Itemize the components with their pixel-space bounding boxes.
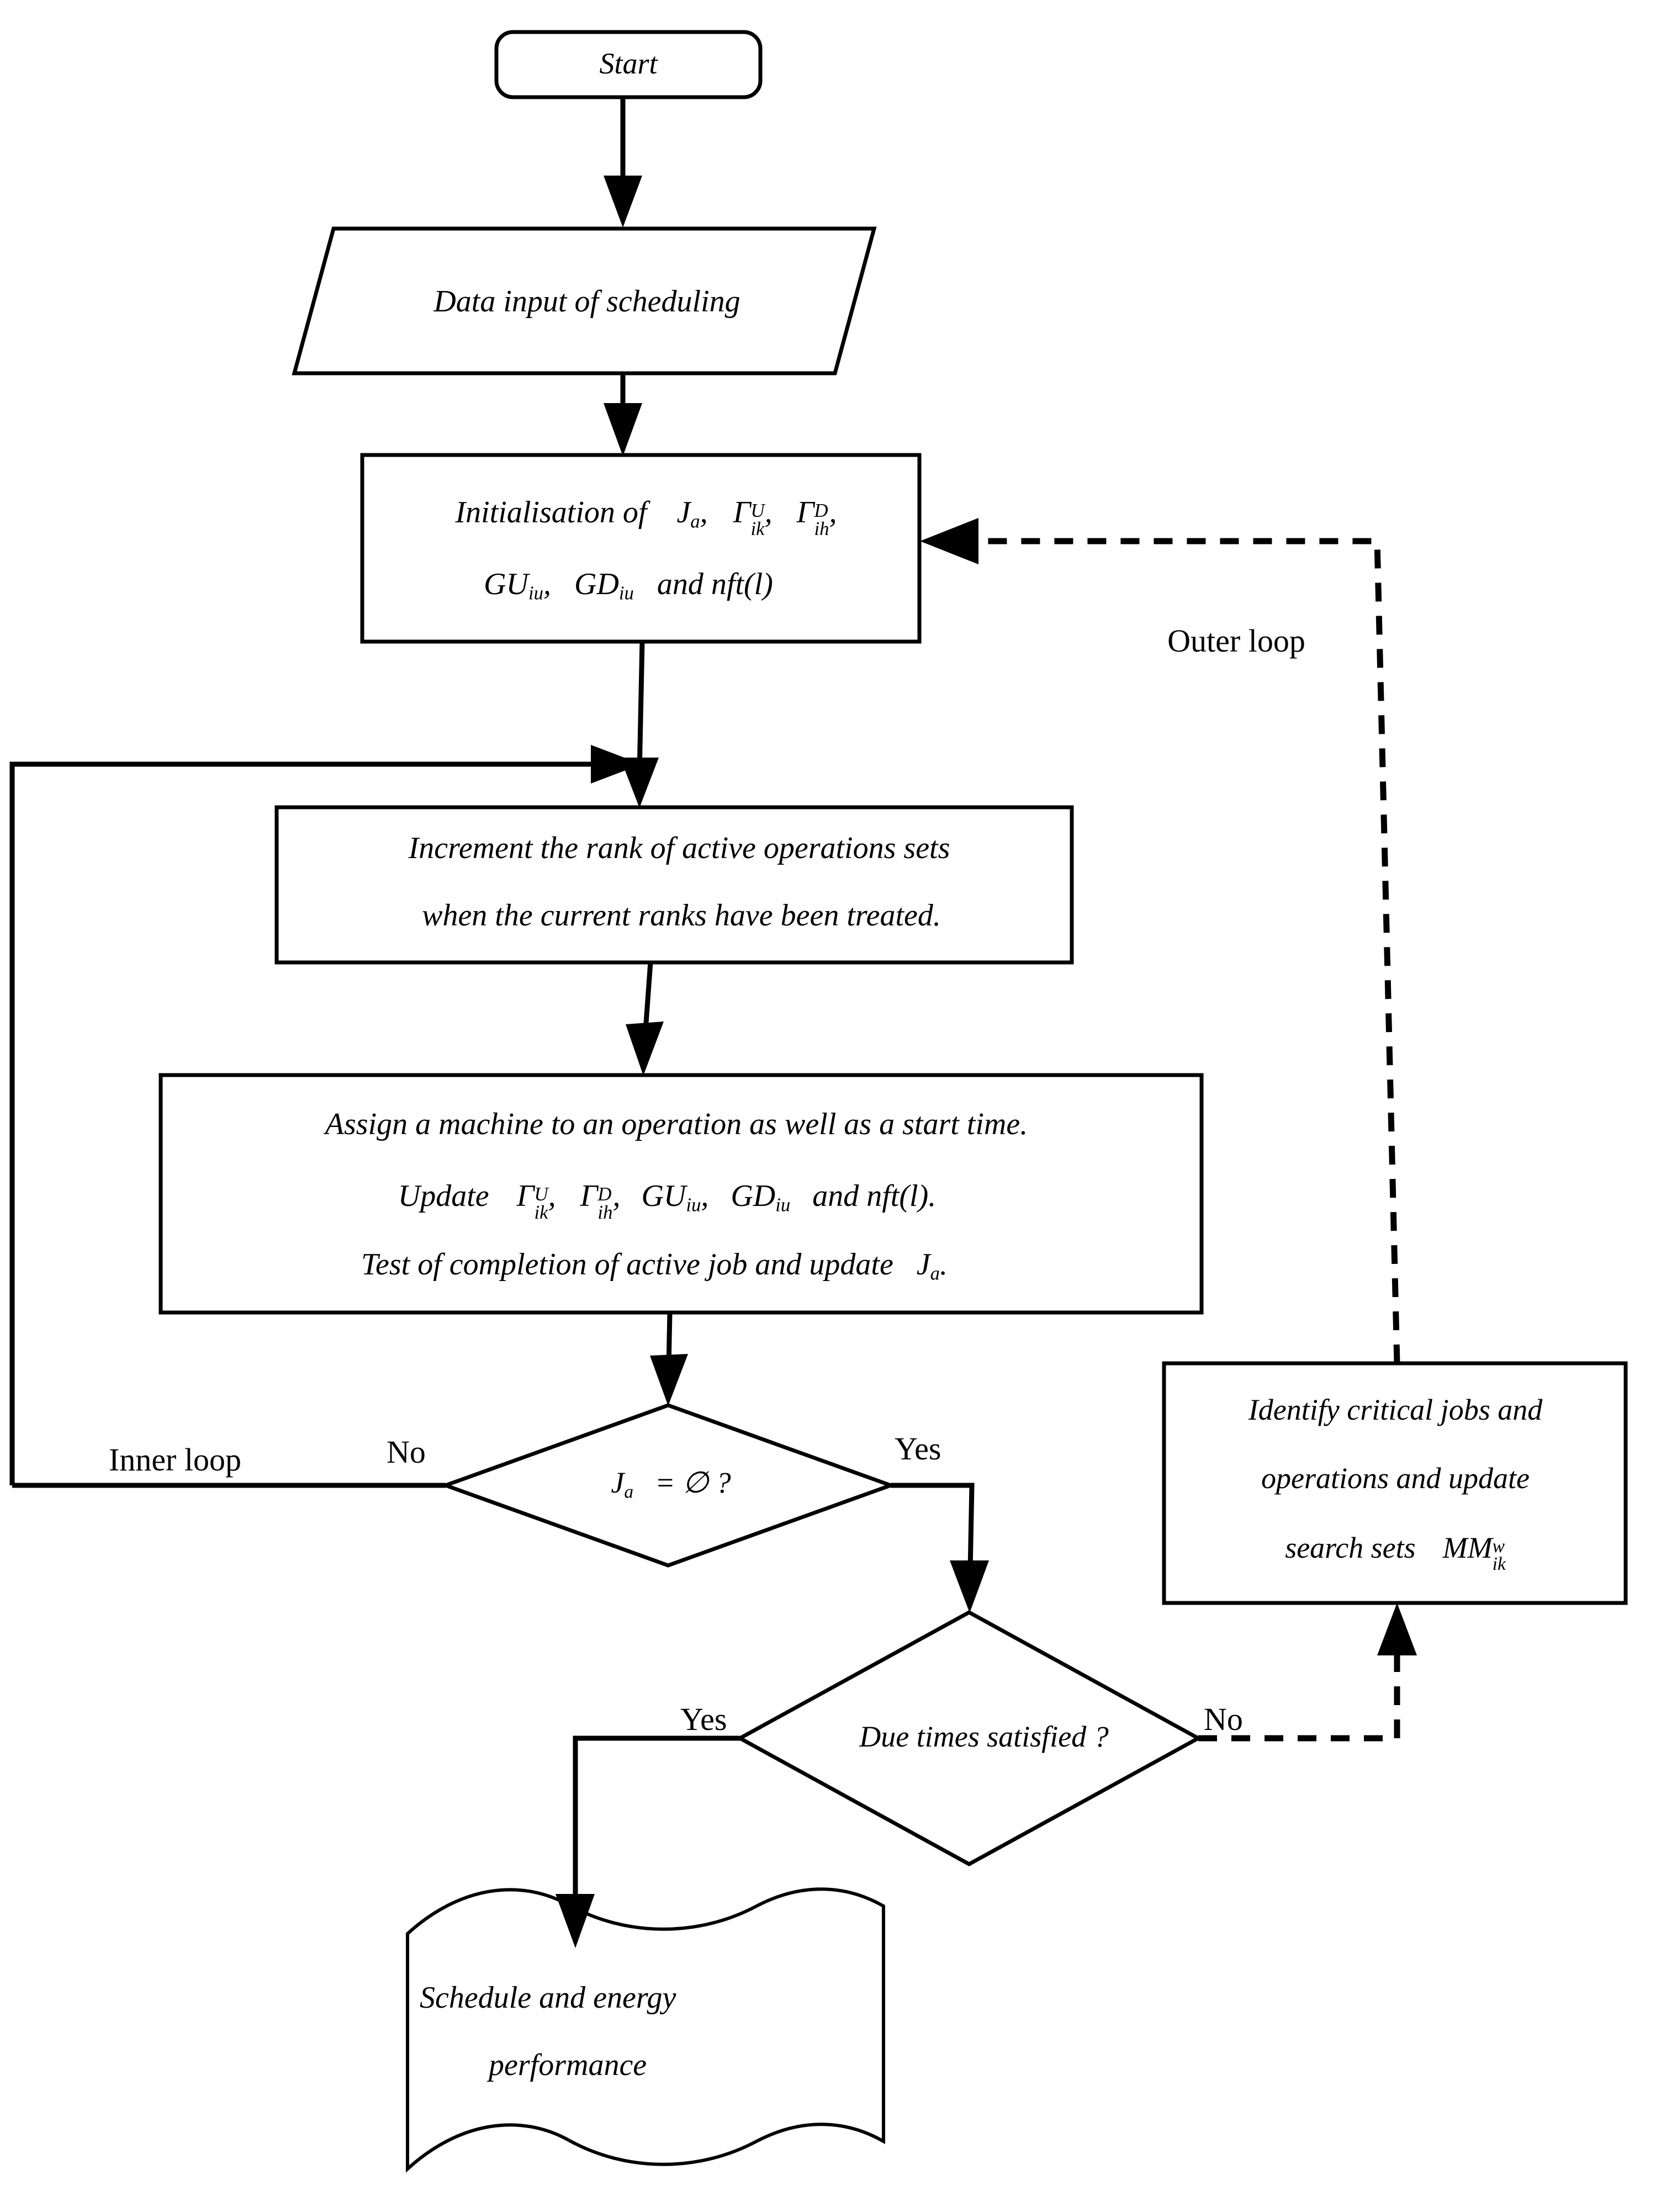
symbol-Gamma-U-ik-2: Γ U ik , [516, 1179, 556, 1223]
initialisation-line2-tail: and nft(l) [657, 567, 773, 601]
arrowhead-assign-to-decision-ja [650, 1354, 688, 1406]
arrowhead-data-input-to-initialisation [604, 403, 642, 456]
symbol-GD-iu-2: $GD_{iu}$ [731, 1179, 791, 1216]
identify-line3-pre: search sets [1285, 1531, 1416, 1564]
symbol-MM-w-ik: MM w ik [1442, 1531, 1506, 1574]
edge-decision-due-yes [575, 1738, 740, 1899]
arrowhead-decision-ja-yes [950, 1560, 989, 1613]
node-identify-line2: operations and update [1261, 1462, 1530, 1495]
assign-line2-tail: and nft(l). [812, 1179, 937, 1213]
symbol-GU-iu: $GU_{iu}$, [484, 567, 552, 604]
edge-label-due-no: No [1204, 1701, 1243, 1737]
node-initialisation-shape[interactable] [362, 455, 919, 642]
edge-label-due-yes: Yes [680, 1701, 727, 1737]
arrowhead-increment-to-assign [626, 1022, 664, 1076]
node-initialisation-line2 [484, 569, 773, 603]
edge-label-ja-yes: Yes [895, 1431, 941, 1467]
node-decision-ja-label [611, 1468, 731, 1501]
node-output-line2: performance [489, 2048, 647, 2082]
symbol-Gamma-D-ih: Γ D ih , [796, 495, 837, 539]
assign-line3-pre: Test of completion of active job and update [361, 1247, 893, 1282]
symbol-Ja-3: $J_a$ [611, 1466, 634, 1502]
edge-decision-ja-yes [891, 1485, 972, 1571]
symbol-Ja-2: $J_a$. [916, 1247, 948, 1284]
node-output-line1: Schedule and energy [420, 1981, 676, 2015]
symbol-Ja: $J_a$, [676, 495, 708, 532]
assign-line2-pre: Update [398, 1179, 489, 1213]
initialisation-line1-pre: Initialisation of [455, 495, 647, 530]
node-identify-line3 [1285, 1533, 1506, 1579]
node-assign-line2 [398, 1181, 936, 1227]
arrowhead-outer-loop-return [920, 518, 978, 564]
arrowhead-start-to-data-input [604, 176, 642, 227]
symbol-GU-iu-2: $GU_{iu}$, [641, 1179, 709, 1216]
edge-label-ja-no: No [387, 1434, 426, 1470]
decision-ja-tail: = ∅ ? [655, 1466, 731, 1499]
node-increment-line1: Increment the rank of active operations sets [408, 831, 950, 865]
symbol-GD-iu: $GD_{iu}$ [574, 567, 634, 604]
arrowhead-decision-due-no [1377, 1603, 1417, 1655]
node-decision-due-label: Due times satisfied ? [859, 1720, 1109, 1753]
node-start-label: Start [599, 47, 658, 80]
symbol-Gamma-U-ik: Γ U ik , [733, 495, 773, 539]
node-output-shape[interactable] [408, 1889, 884, 2169]
edge-initialisation-to-increment [639, 642, 642, 773]
node-increment-line2: when the current ranks have been treated. [422, 898, 941, 933]
edge-label-outer-loop: Outer loop [1167, 623, 1305, 659]
node-assign-line1: Assign a machine to an operation as well as a start time. [325, 1107, 1028, 1141]
node-identify-line1: Identify critical jobs and [1248, 1393, 1543, 1426]
node-initialisation-line1 [456, 497, 837, 544]
node-data-input-label: Data input of scheduling [433, 284, 740, 319]
edge-label-inner-loop: Inner loop [109, 1442, 241, 1478]
node-assign-line3 [361, 1249, 948, 1283]
symbol-Gamma-D-ih-2: Γ D ih , [580, 1179, 621, 1223]
